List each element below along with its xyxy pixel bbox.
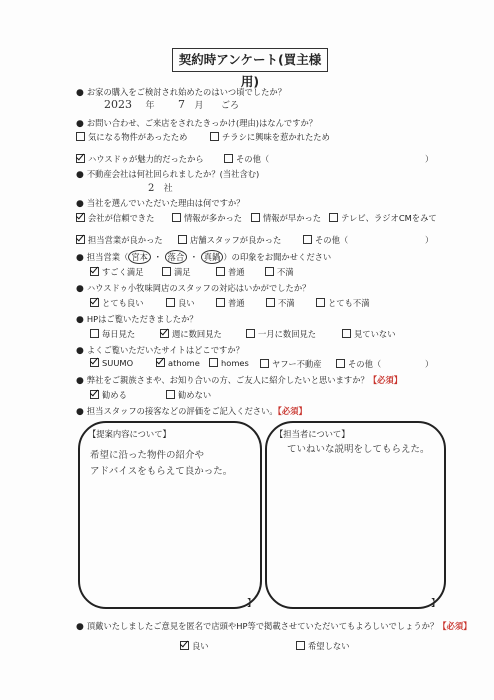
question-5: ● 担当営業（ 宮本 ・ 落合 ・ 真鍋 ）の印象をお聞かせください [76,252,332,263]
required-mark: 【必須】 [368,375,402,385]
checkbox[interactable] [172,213,181,222]
q2-option-3[interactable]: ハウスドゥが魅力的だったから [76,153,204,165]
q9-option-1[interactable]: 勧める [90,389,127,401]
q8-close-paren: ） [425,359,434,369]
q2-option-2[interactable]: チラシに興味を惹かれたため [210,131,330,143]
question-10: ● 担当スタッフの接客などの評価をご記入ください。【必須】 [76,406,307,417]
q5-option-4[interactable]: 不満 [265,266,294,278]
proposal-comment-panel[interactable] [78,421,262,609]
checkbox-checked[interactable] [180,641,189,650]
answer-3: 2 社 [148,183,173,194]
q4-option-3[interactable]: 情報が早かった [251,212,321,224]
checkbox-checked[interactable] [160,329,169,338]
question-3: ● 不動産会社は何社回られましたか？(当社含む) [76,169,260,180]
q4-option-4[interactable]: テレビ、ラジオCMをみて [329,212,437,224]
staff-comment-panel[interactable] [265,421,446,609]
q8-option-1[interactable]: SUUMO [90,358,133,368]
panel-label: 【提案内容について】 [88,429,171,439]
panel-closing-bracket: 】 [430,599,440,609]
checkbox[interactable] [246,329,255,338]
checkbox[interactable] [265,267,274,276]
q4-option-2[interactable]: 情報が多かった [172,212,242,224]
handwritten-comment-2: アドバイスをもらえて良かった。 [90,466,233,477]
question-1: ● お家の購入をご検討され始めたのはいつ頃でしたか？ [76,87,286,98]
checkbox[interactable] [210,132,219,141]
question-2: ● お問い合わせ、ご来店をされたきっかけ(理由)はなんですか？ [76,118,318,129]
staff-name-2: 落合 [165,250,188,264]
checkbox-checked[interactable] [76,235,85,244]
q4-option-7[interactable]: その他（ [303,234,348,246]
q6-option-1[interactable]: とても良い [90,297,144,309]
checkbox-checked[interactable] [90,390,99,399]
q4-option-6[interactable]: 店舗スタッフが良かった [178,234,281,246]
panel-label: 【担当者について】 [275,429,350,439]
handwritten-comment-1: 希望に沿った物件の紹介や [90,450,205,461]
q4-option-5[interactable]: 担当営業が良かった [76,234,163,246]
checkbox[interactable] [316,298,325,307]
required-mark: 【必須】 [438,621,472,631]
checkbox[interactable] [209,358,218,367]
q7-option-1[interactable]: 毎日見た [90,328,135,340]
checkbox-checked[interactable] [90,298,99,307]
checkbox[interactable] [76,132,85,141]
q2-option-1[interactable]: 気になる物件があったため [76,131,187,143]
checkbox[interactable] [166,298,175,307]
q8-option-3[interactable]: homes [209,358,249,368]
staff-name-1: 宮本 [128,250,151,264]
question-11: ● 頂戴いたしましたご意見を匿名で店頭やHP等で掲載させていただいてもよろしいでしょうか？【必須】 [76,621,472,632]
q9-option-2[interactable]: 勧めない [166,389,211,401]
checkbox[interactable] [336,359,345,368]
handwritten-comment: ていねいな説明をしてもらえた。 [287,444,430,455]
checkbox-checked[interactable] [76,154,85,163]
question-7: ● HPはご覧いただきましたか？ [76,314,198,325]
q6-option-4[interactable]: 不満 [266,297,295,309]
q8-option-5[interactable]: その他（ [336,358,381,370]
checkbox[interactable] [166,390,175,399]
q7-option-4[interactable]: 見ていない [342,328,396,340]
checkbox[interactable] [251,213,260,222]
question-4: ● 当社を選んでいただいた理由は何ですか？ [76,198,245,209]
checkbox[interactable] [216,267,225,276]
q4-option-1[interactable]: 会社が信頼できた [76,212,154,224]
question-8: ● よくご覧いただいたサイトはどこですか？ [76,345,244,356]
checkbox-checked[interactable] [90,358,99,367]
q6-option-5[interactable]: とても不満 [316,297,370,309]
q5-option-2[interactable]: 満足 [162,266,191,278]
checkbox[interactable] [162,267,171,276]
q7-option-2[interactable]: 週に数回見た [160,328,222,340]
q8-option-2[interactable]: athome [156,358,200,368]
checkbox-checked[interactable] [156,358,165,367]
q6-option-3[interactable]: 普通 [216,297,245,309]
checkbox-checked[interactable] [90,267,99,276]
checkbox[interactable] [329,213,338,222]
q5-option-3[interactable]: 普通 [216,266,245,278]
q11-option-1[interactable]: 良い [180,640,209,652]
q2-close-paren: ） [425,154,434,164]
checkbox[interactable] [178,235,187,244]
question-6: ● ハウスドゥ小牧味岡店のスタッフの対応はいかがでしたか？ [76,283,311,294]
checkbox[interactable] [224,154,233,163]
checkbox[interactable] [260,359,269,368]
q8-option-4[interactable]: ヤフー不動産 [260,358,322,370]
checkbox[interactable] [90,329,99,338]
checkbox-checked[interactable] [76,213,85,222]
checkbox[interactable] [303,235,312,244]
staff-name-3: 真鍋 [201,250,224,264]
q4-close-paren: ） [425,235,434,245]
q7-option-3[interactable]: 一月に数回見た [246,328,316,340]
checkbox[interactable] [296,641,305,650]
survey-title: 契約時アンケート(買主様用) [172,48,328,72]
checkbox[interactable] [266,298,275,307]
checkbox[interactable] [342,329,351,338]
required-mark: 【必須】 [277,406,307,416]
panel-closing-bracket: 】 [246,599,256,609]
question-9: ● 弊社をご親族さまや、お知り合いの方、ご友人に紹介したいと思いますか？【必須】 [76,375,402,386]
q2-option-4[interactable]: その他（ [224,153,269,165]
q5-option-1[interactable]: すごく満足 [90,266,144,278]
q6-option-2[interactable]: 良い [166,297,195,309]
answer-1: 2023 年 7 月 ごろ [104,98,240,111]
q11-option-2[interactable]: 希望しない [296,640,350,652]
checkbox[interactable] [216,298,225,307]
